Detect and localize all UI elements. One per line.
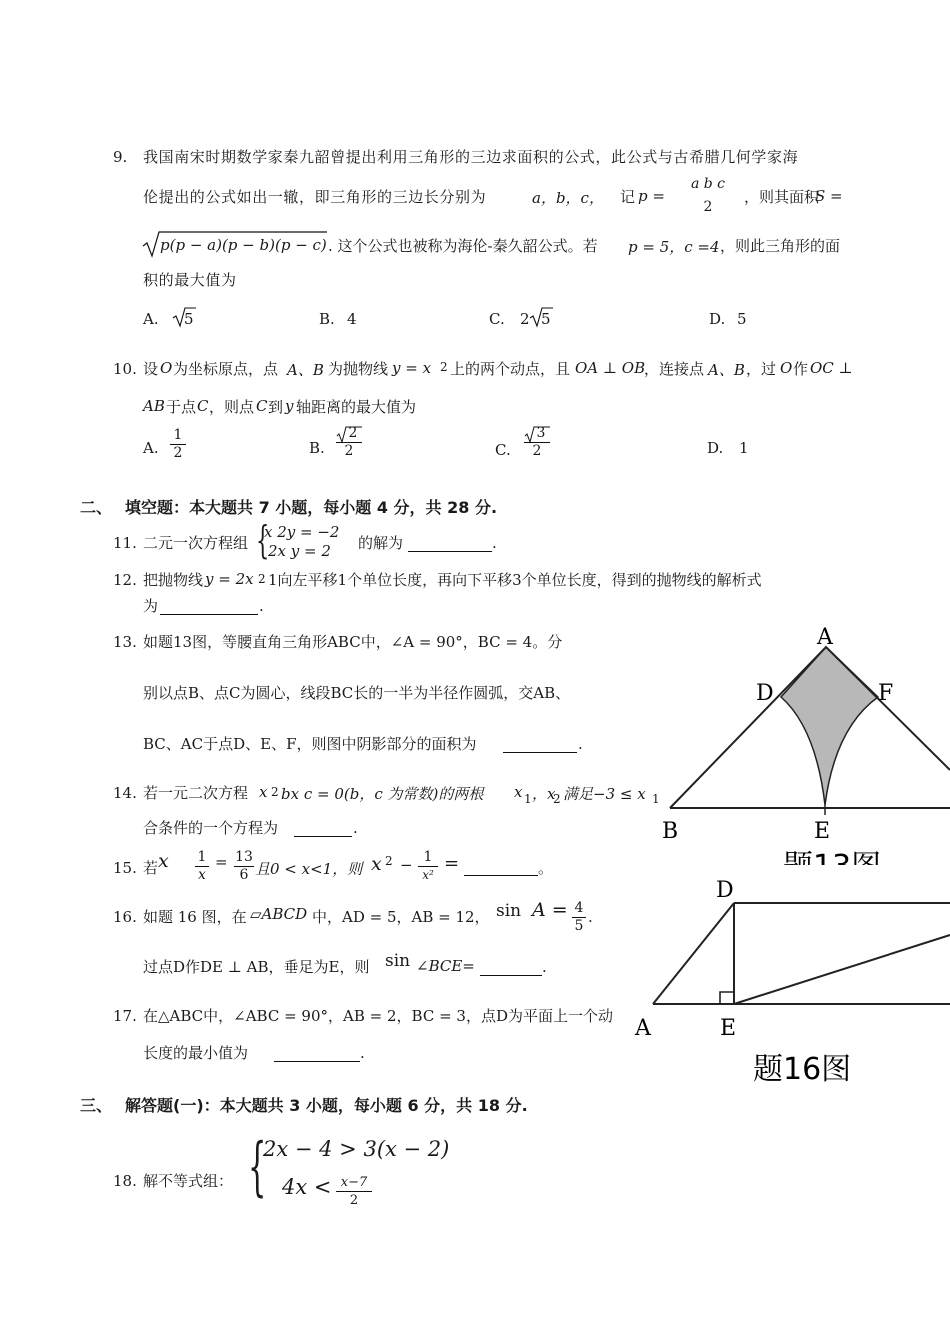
numerator: 1 — [195, 849, 209, 867]
subscript: 1 — [652, 792, 660, 806]
brace-symbol: { — [248, 1130, 267, 1204]
answer-blank[interactable] — [408, 537, 492, 552]
section-title: 填空题：本大题共 7 小题，每小题 4 分，共 28 分. — [125, 498, 498, 517]
superscript: 2 — [385, 854, 393, 868]
math-text: ，x — [532, 785, 556, 803]
question-text: 二元一次方程组 — [143, 534, 249, 552]
superscript: 2 — [271, 785, 279, 799]
punctuation: . — [353, 819, 358, 837]
question-text: ，则其面积 — [744, 188, 820, 206]
option-d-value: 5 — [737, 310, 747, 328]
subscript: 2 — [553, 792, 561, 806]
math-text: x — [514, 783, 523, 801]
section-number: 三、 — [80, 1096, 113, 1115]
brace-symbol: { — [256, 518, 270, 562]
numerator: 3 — [524, 425, 550, 443]
question-text: 为坐标原点，点 — [173, 360, 279, 378]
option-a-label: A. — [143, 439, 159, 457]
question-number: 16. — [113, 908, 137, 926]
numerator: a b c — [690, 176, 726, 192]
denominator: 6 — [239, 867, 249, 883]
math-text: = — [215, 853, 228, 871]
fraction — [336, 1174, 372, 1209]
question-text: 若一元二次方程 — [143, 784, 249, 802]
sqrt-symbol — [524, 426, 550, 444]
question-text: 中，AD = 5，AB = 12， — [312, 908, 490, 926]
question-text: 在△ABC中，∠ABC = 90°，AB = 2，BC = 3，点D为平面上一个动 — [143, 1007, 613, 1025]
math-text: ∠BCE= — [416, 957, 475, 975]
punctuation: . — [588, 908, 593, 926]
question-text: 把抛物线 — [143, 571, 204, 589]
label-e: E — [720, 1016, 737, 1041]
question-text: 别以点B、点C为圆心，线段BC长的一半为半径作圆弧，交AB、 — [143, 684, 571, 702]
question-text: ，连接点 — [644, 360, 705, 378]
question-text: 如题13图，等腰直角三角形ABC中，∠A = 90°，BC = 4。分 — [143, 633, 563, 651]
math-text: C — [197, 397, 209, 415]
question-text: 若 — [143, 859, 159, 877]
numerator: 2 — [336, 425, 362, 443]
math-text: O — [780, 359, 793, 377]
numerator: 4 — [572, 900, 586, 918]
math-text: O — [160, 359, 173, 377]
question-text: 上的两个动点，且 — [450, 360, 571, 378]
question-text: 伦提出的公式如出一辙，即三角形的三边长分别为 — [143, 188, 487, 206]
question-number: 18. — [113, 1172, 137, 1190]
question-text: 作 — [793, 360, 809, 378]
numerator: 1 — [170, 427, 186, 445]
math-text: x — [259, 783, 268, 801]
math-text: − — [400, 856, 413, 874]
denominator: x — [198, 867, 206, 883]
math-text: OA ⊥ OB — [575, 359, 646, 377]
math-text: A = — [532, 899, 568, 921]
fraction — [572, 900, 586, 935]
option-d-label: D. — [707, 439, 724, 457]
question-text: 为抛物线 — [328, 360, 389, 378]
math-text: x — [371, 853, 382, 875]
numerator: x−7 — [336, 1174, 372, 1192]
shaded-region — [781, 647, 878, 805]
question-number: 13. — [113, 633, 137, 651]
denominator: 2 — [532, 443, 542, 459]
subscript: 1 — [524, 792, 532, 806]
question-text: 解不等式组： — [143, 1172, 234, 1190]
math-text: ▱ABCD — [250, 905, 308, 923]
inequality: 2x − 4 > 3(x − 2) — [263, 1137, 450, 1161]
label-b: B — [662, 819, 679, 844]
question-number: 14. — [113, 784, 137, 802]
fraction — [418, 849, 438, 884]
punctuation: 。 — [538, 859, 554, 877]
math-text: sin — [385, 951, 411, 971]
math-text: p = — [638, 187, 665, 205]
fraction — [195, 849, 209, 884]
label-e: E — [814, 819, 831, 844]
denominator: x² — [422, 868, 434, 882]
answer-blank[interactable] — [464, 861, 538, 876]
math-text: p = 5，c =4 — [628, 238, 720, 256]
question-number: 9. — [113, 148, 128, 166]
punctuation: . — [492, 534, 497, 552]
inequality: 4x < — [282, 1175, 332, 1199]
figure-16 — [625, 865, 950, 1090]
option-d-label: D. — [709, 310, 726, 328]
math-text: x — [158, 850, 169, 872]
math-text: C — [256, 397, 268, 415]
option-c-label: C. — [489, 310, 505, 328]
math-text: 且0 < x<1，则 — [255, 860, 363, 878]
sqrt-symbol — [336, 426, 362, 444]
question-text: 如题 16 图，在 — [143, 908, 247, 926]
math-text: bx c = 0(b，c 为常数)的两根 — [281, 785, 484, 803]
question-text: 为 — [143, 597, 159, 615]
option-b-value: 4 — [347, 310, 357, 328]
denominator: 2 — [349, 1193, 359, 1208]
superscript: 2 — [440, 360, 448, 374]
math-text: 满足−3 ≤ x — [563, 785, 646, 803]
question-number: 17. — [113, 1007, 137, 1025]
option-d-value: 1 — [739, 439, 749, 457]
section-title: 解答题(一)：本大题共 3 小题，每小题 6 分，共 18 分. — [125, 1096, 528, 1115]
math-text: A、B — [287, 361, 324, 379]
question-text: ，则此三角形的面 — [720, 237, 841, 255]
math-text: A、B — [708, 361, 745, 379]
punctuation: . — [578, 735, 583, 753]
question-text: ，过 — [746, 360, 777, 378]
option-c-label: C. — [495, 441, 511, 459]
question-number: 10. — [113, 360, 137, 378]
answer-blank[interactable] — [274, 1047, 360, 1062]
question-number: 11. — [113, 534, 137, 552]
label-d: D — [756, 681, 774, 706]
math-text: S = — [815, 187, 843, 205]
label-a: A — [635, 1016, 651, 1041]
punctuation: . — [259, 597, 264, 615]
option-a-value: 5 — [184, 310, 194, 328]
label-f: F — [878, 681, 894, 706]
math-text: AB — [143, 397, 165, 415]
question-text: BC、AC于点D、E、F，则图中阴影部分的面积为 — [143, 735, 477, 753]
math-text: y = 2x — [205, 570, 254, 588]
answer-blank[interactable] — [503, 738, 577, 753]
fraction — [672, 176, 744, 216]
question-text: 的解为 — [358, 534, 404, 552]
numerator: 13 — [235, 849, 253, 865]
math-text: sin — [496, 901, 522, 921]
numerator: 1 — [418, 849, 438, 867]
math-text: = — [444, 853, 460, 874]
question-text: 长度的最小值为 — [143, 1044, 249, 1062]
question-text: 积的最大值为 — [143, 271, 237, 289]
punctuation: . — [542, 958, 547, 976]
question-text: 设 — [143, 360, 159, 378]
question-text: 合条件的一个方程为 — [143, 819, 279, 837]
fraction — [234, 849, 254, 884]
option-b-label: B. — [309, 439, 325, 457]
question-text: 过点D作DE ⊥ AB，垂足为E，则 — [143, 958, 370, 976]
figure-13 — [640, 620, 950, 865]
label-a: A — [817, 625, 833, 650]
label-d: D — [716, 878, 734, 903]
fraction — [170, 427, 186, 462]
punctuation: . — [360, 1044, 365, 1062]
math-text: y — [285, 397, 294, 415]
option-b-label: B. — [319, 310, 335, 328]
option-c-coef: 2 — [520, 310, 530, 328]
figure-caption: 题16图 — [753, 1052, 852, 1087]
question-text: 轴距离的最大值为 — [296, 398, 417, 416]
denominator: 5 — [574, 918, 584, 934]
denominator: 2 — [173, 445, 183, 461]
section-number: 二、 — [80, 498, 113, 517]
sqrt-expression: p(p − a)(p − b)(p − c) — [160, 236, 327, 254]
math-text: OC ⊥ — [810, 359, 853, 377]
option-a-label: A. — [143, 310, 159, 328]
math-text: y = x — [392, 359, 432, 377]
denominator: 2 — [703, 199, 713, 215]
equation: x 2y = −2 — [264, 523, 340, 541]
question-text: 1向左平移1个单位长度，再向下平移3个单位长度，得到的抛物线的解析式 — [268, 571, 762, 589]
question-text: 于点 — [166, 398, 197, 416]
question-text: ，则点 — [209, 398, 255, 416]
question-text: 到 — [268, 398, 284, 416]
math-text: a，b，c， — [532, 189, 604, 207]
question-text: 记 — [620, 188, 636, 206]
superscript: 2 — [258, 572, 266, 586]
option-c-value: 5 — [541, 310, 551, 328]
question-text: . 这个公式也被称为海伦-秦久韶公式。若 — [328, 237, 598, 255]
question-number: 12. — [113, 571, 137, 589]
answer-blank[interactable] — [160, 600, 258, 615]
question-number: 15. — [113, 859, 137, 877]
question-text: 我国南宋时期数学家秦九韶曾提出利用三角形的三边求面积的公式，此公式与古希腊几何学家海 — [143, 148, 799, 166]
answer-blank[interactable] — [480, 961, 542, 976]
denominator: 2 — [344, 443, 354, 459]
answer-blank[interactable] — [294, 822, 352, 837]
equation: 2x y = 2 — [268, 542, 331, 560]
